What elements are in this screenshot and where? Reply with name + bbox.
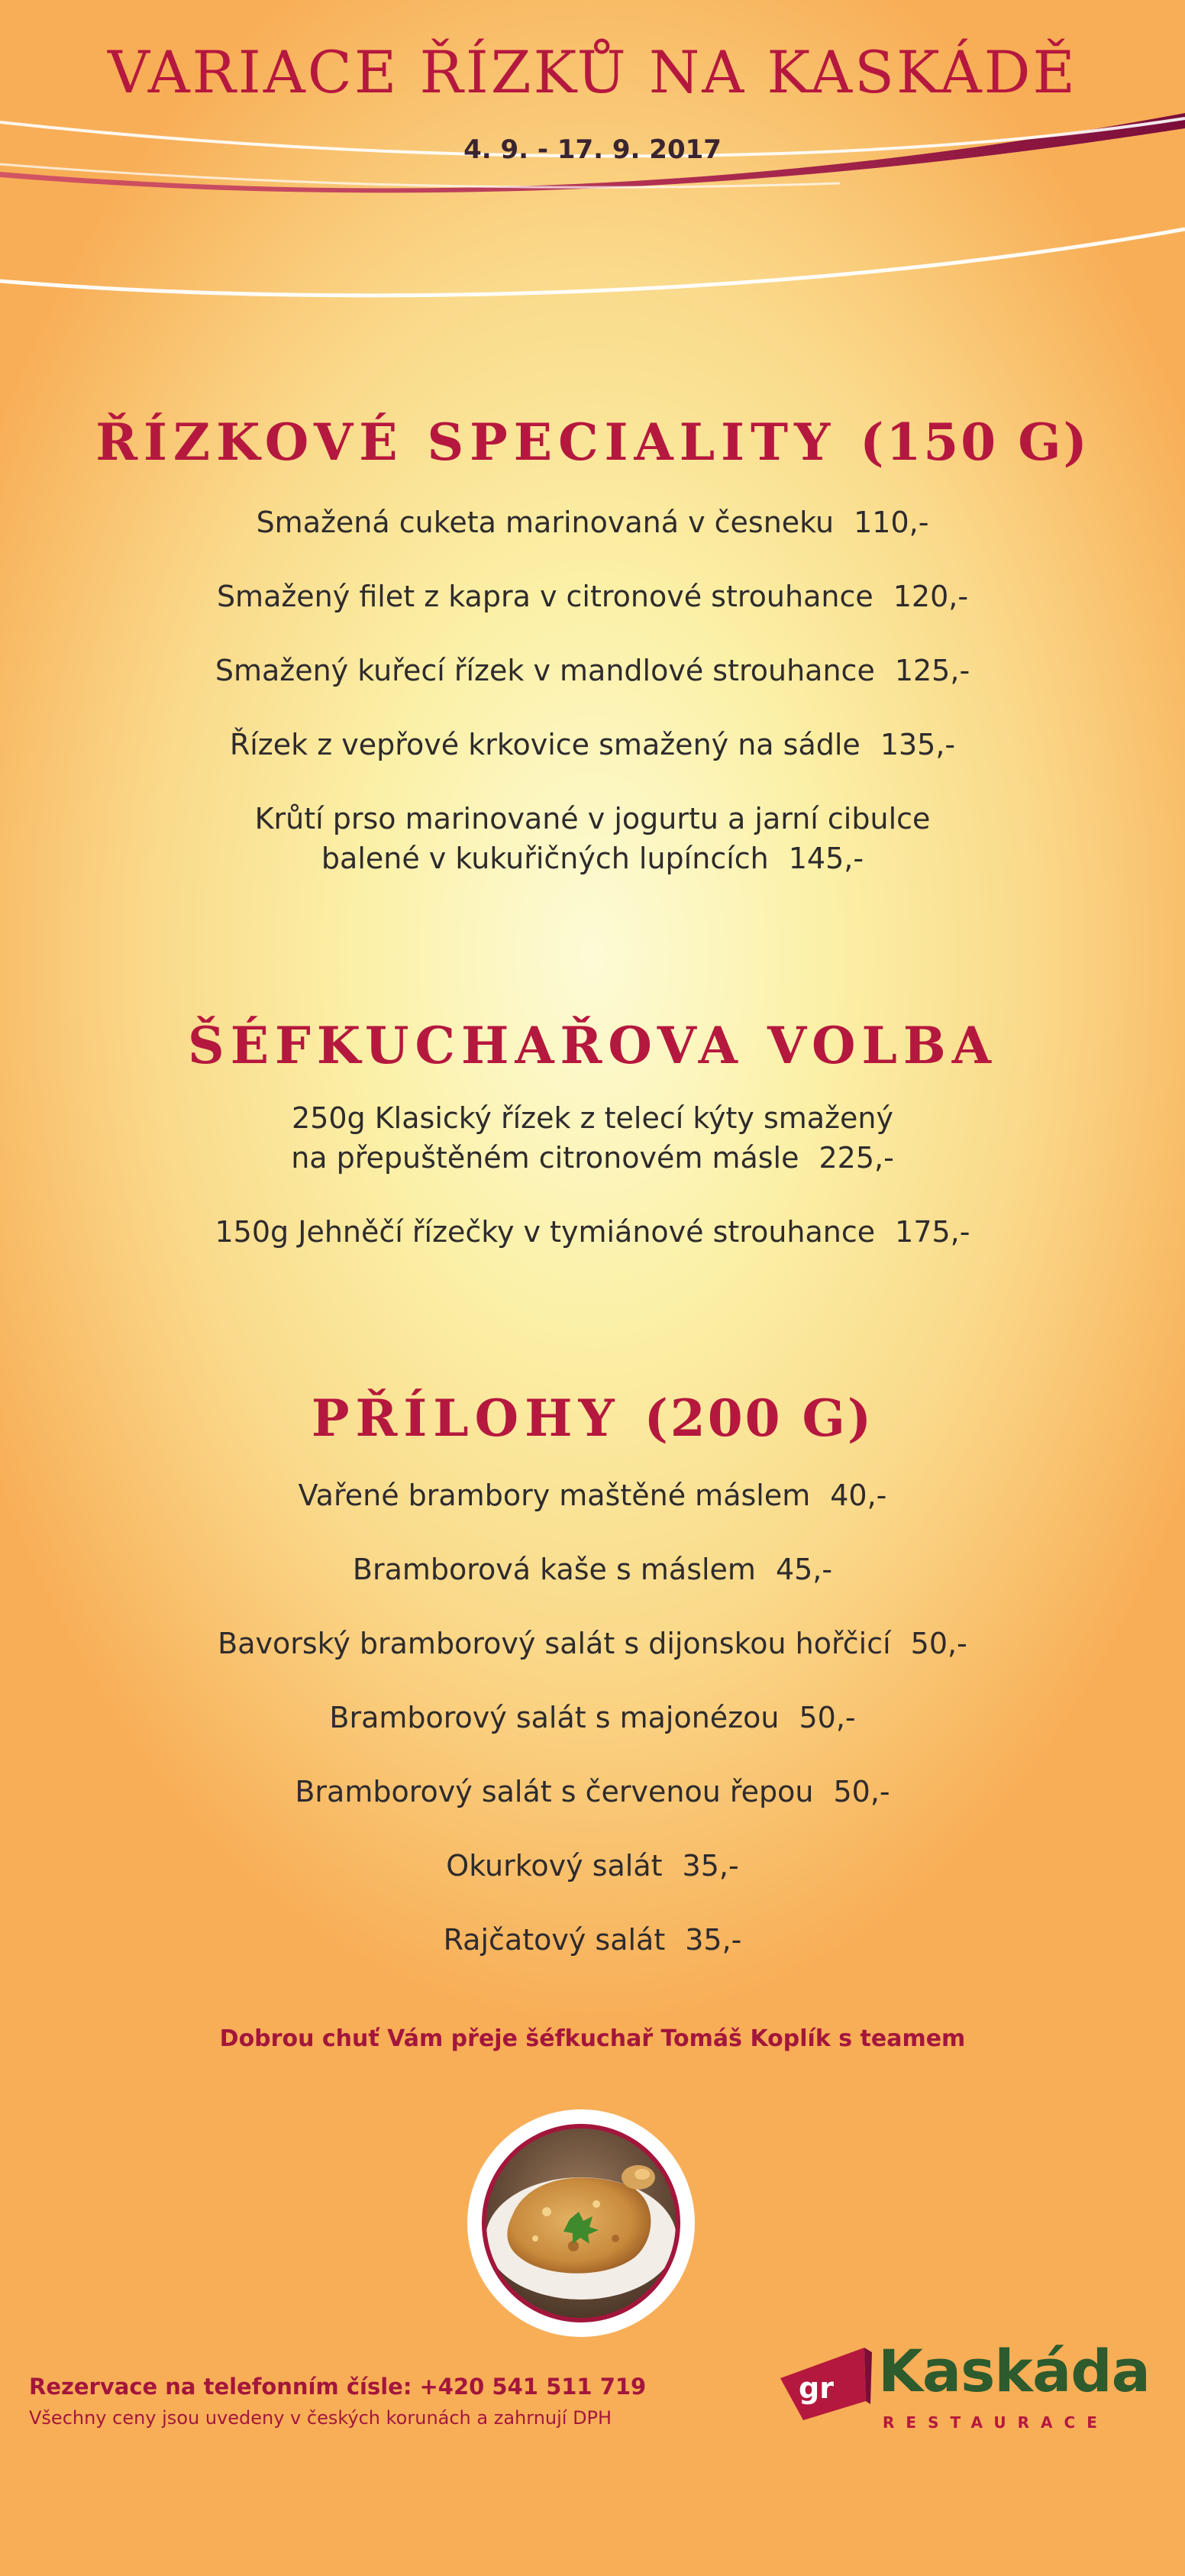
item-name: 150g Jehněčí řízečky v tymiánové strouhance: [215, 1215, 876, 1249]
item-name: Bramborový salát s majonézou: [329, 1701, 780, 1734]
logo-name: Kaskáda: [878, 2337, 1150, 2405]
menu-item: [0, 1920, 1185, 1960]
menu-item: [0, 1550, 1185, 1589]
menu-item: [0, 1772, 1185, 1812]
section-title: [0, 412, 1185, 472]
item-price: 50,-: [910, 1627, 967, 1660]
menu-item: [0, 799, 1185, 878]
menu-item: [0, 1698, 1185, 1737]
menu-item: [0, 1098, 1185, 1178]
item-price: 120,-: [893, 580, 969, 613]
section-title-text: PŘÍLOHY: [311, 1388, 621, 1448]
item-price: 125,-: [894, 654, 970, 687]
item-name-line-2: na přepuštěném citronovém másle: [291, 1141, 799, 1175]
item-name: Řízek z vepřové krkovice smažený na sádle: [229, 728, 860, 761]
item-price: 35,-: [685, 1923, 742, 1957]
item-name: Smažená cuketa marinovaná v česneku: [256, 506, 835, 539]
item-name-line-2: balené v kukuřičných lupíncích: [321, 842, 769, 875]
menu-item: [0, 1475, 1185, 1515]
section-prilohy: [0, 1388, 1185, 1960]
section-rizkove-speciality: [0, 412, 1185, 878]
item-name: Okurkový salát: [446, 1849, 663, 1883]
menu-item: [0, 503, 1185, 542]
date-range: 4. 9. - 17. 9. 2017: [463, 134, 722, 165]
item-price: 175,-: [895, 1215, 970, 1249]
section-title-note: (150 G): [860, 412, 1090, 472]
item-name-line-1: 250g Klasický řízek z telecí kýty smažený: [292, 1101, 893, 1135]
section-title-text: ŘÍZKOVÉ SPECIALITY: [95, 412, 837, 472]
item-price: 45,-: [775, 1553, 833, 1586]
item-name: Rajčatový salát: [443, 1923, 666, 1957]
section-title-note: (200 G): [644, 1388, 874, 1448]
menu-item: [0, 1212, 1185, 1252]
price-note: Všechny ceny jsou uvedeny v českých korunách a zahrnují DPH: [29, 2407, 612, 2429]
item-name: Smažený kuřecí řízek v mandlové strouhance: [215, 654, 875, 687]
item-name: Smažený filet z kapra v citronové strouhance: [216, 580, 873, 613]
item-price: 35,-: [682, 1849, 739, 1883]
item-price: 135,-: [880, 728, 956, 761]
menu-item: [0, 651, 1185, 690]
item-price: 40,-: [830, 1479, 887, 1512]
section-title: [0, 1016, 1185, 1075]
section-sefkucharova-volba: [0, 1016, 1185, 1252]
logo-subtitle: RESTAURACE: [883, 2413, 1109, 2432]
schnitzel-photo: [467, 2109, 695, 2337]
menu-item: [0, 1846, 1185, 1886]
item-price: 50,-: [833, 1775, 890, 1808]
item-name-line-1: Krůtí prso marinované v jogurtu a jarní cibulce: [254, 802, 931, 836]
page-title: VARIACE ŘÍZKŮ NA KASKÁDĚ: [107, 38, 1078, 106]
item-price: 50,-: [799, 1701, 856, 1734]
kaskada-logo: [780, 2337, 1162, 2436]
logo-mark-text: gr: [799, 2371, 834, 2405]
item-name: Bavorský bramborový salát s dijonskou hořčicí: [218, 1627, 891, 1660]
closing-message: Dobrou chuť Vám přeje šéfkuchař Tomáš Koplík s teamem: [219, 2025, 966, 2052]
section-title: [0, 1388, 1185, 1448]
food-image-icon: [482, 2124, 680, 2322]
item-name: Bramborový salát s červenou řepou: [295, 1775, 814, 1808]
item-price: 110,-: [854, 506, 929, 539]
menu-item: [0, 577, 1185, 616]
reservation-phone: Rezervace na telefonním čísle: +420 541 511 719: [29, 2374, 647, 2400]
menu-item: [0, 1624, 1185, 1663]
item-name: Vařené brambory maštěné máslem: [298, 1479, 811, 1512]
menu-item: [0, 725, 1185, 764]
logo-mark-icon: [780, 2348, 872, 2424]
item-price: 145,-: [788, 842, 864, 875]
item-price: 225,-: [819, 1141, 894, 1175]
section-title-text: ŠÉFKUCHAŘOVA VOLBA: [188, 1016, 997, 1075]
item-name: Bramborová kaše s máslem: [352, 1553, 756, 1586]
